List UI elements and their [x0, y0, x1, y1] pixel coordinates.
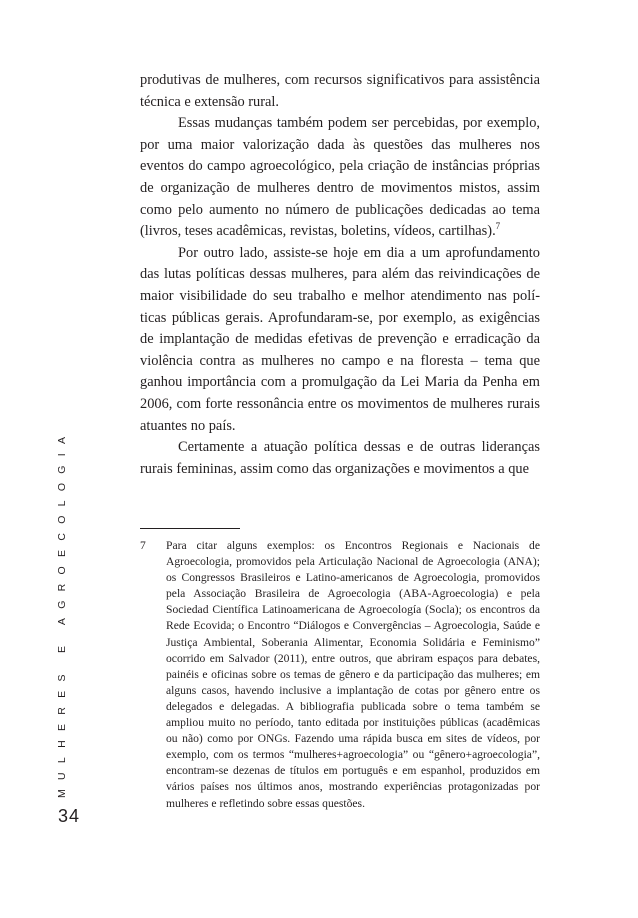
paragraph-text: Certamente a atuação política dessas e de outras lideranças rurais femininas, assim como das organizações e movimentos a que: [140, 439, 540, 477]
footnote-number: 7: [140, 539, 146, 552]
paragraph-text: produtivas de mulheres, com recursos significativos para assistência técnica e extensão rural.: [140, 72, 540, 110]
paragraph-publications: [140, 113, 540, 243]
paragraph-leaderships: [140, 437, 540, 480]
paragraph-continued: [140, 70, 540, 113]
main-text-block: [140, 70, 540, 480]
paragraph-text: Por outro lado, assiste-se hoje em dia a um aprofundamento das lutas políticas dessas mulheres, para além das reivindicações de maior visibilidade do seu trabalho e melhor atendimento nas políticas públicas gerais. Aprofundaram-se, por exemplo, as exigências de implantação de medidas efetivas de prevenção e erradicação da violência contra as mulheres no campo e na floresta – tema que ganhou importância com a promulgação da Lei Maria da Penha em 2006, com forte ressonância entre os movimentos de mulheres rurais atuantes no país.: [140, 244, 540, 434]
paragraph-text: Essas mudanças também podem ser percebidas, por exemplo, por uma maior valorização dada às questões das mulheres nos eventos do campo agroecológico, pela criação de instâncias próprias de organização de mulheres dentro de movimentos mistos, assim como pelo aumento no número de publicações dedicadas ao tema (livros, teses acadêmicas, revistas, boletins, vídeos, cartilhas).: [140, 115, 540, 240]
footnote-divider: [140, 528, 240, 529]
footnote-text: Para citar alguns exemplos: os Encontros Regionais e Nacionais de Agroecologia, promovidos pela Articulação Nacional de Agroecologia (ANA); os Congressos Brasileiros e Latino-americanos de Agroecologia, promovidos pela Associação Brasileira de Agroecologia (ABA-Agroecologia) e pela Sociedad Científica Latinoamericana de Agroecología (Socla); os encontros da Rede Ecovida; o Encontro “Diálogos e Convergências – Agroecologia, Saúde e Justiça Ambiental, Soberania Alimentar, Economia Solidária e Feminismo” ocorrido em Salvador (2011), entre outros, que abriram espaços para debates, painéis e oficinas sobre os temas de gênero e da participação das mulheres; em alguns casos, havendo inclusive a implantação de cotas por gênero entre os delegados e delegadas. A bibliografia publicada sobre o tema também se ampliou muito no período, tanto editada por instituições públicas (acadêmicas ou não) como por ONGs. Fazendo uma rápida busca em sites de vídeos, por exemplo, com os termos “mulheres+agroecologia” ou “gênero+agroecologia”, encontram-se dezenas de títulos em português e em espanhol, produzidos em vários países nos últimos anos, mostrando experiências protagonizadas por mulheres e refletindo sobre essas questões.: [166, 539, 540, 810]
footnote-7: [140, 538, 540, 812]
page-number: 34: [58, 806, 81, 826]
running-head: MULHERES E AGROECOLOGIA: [56, 427, 68, 798]
footnote-reference[interactable]: 7: [495, 221, 501, 232]
paragraph-political-struggles: [140, 243, 540, 437]
